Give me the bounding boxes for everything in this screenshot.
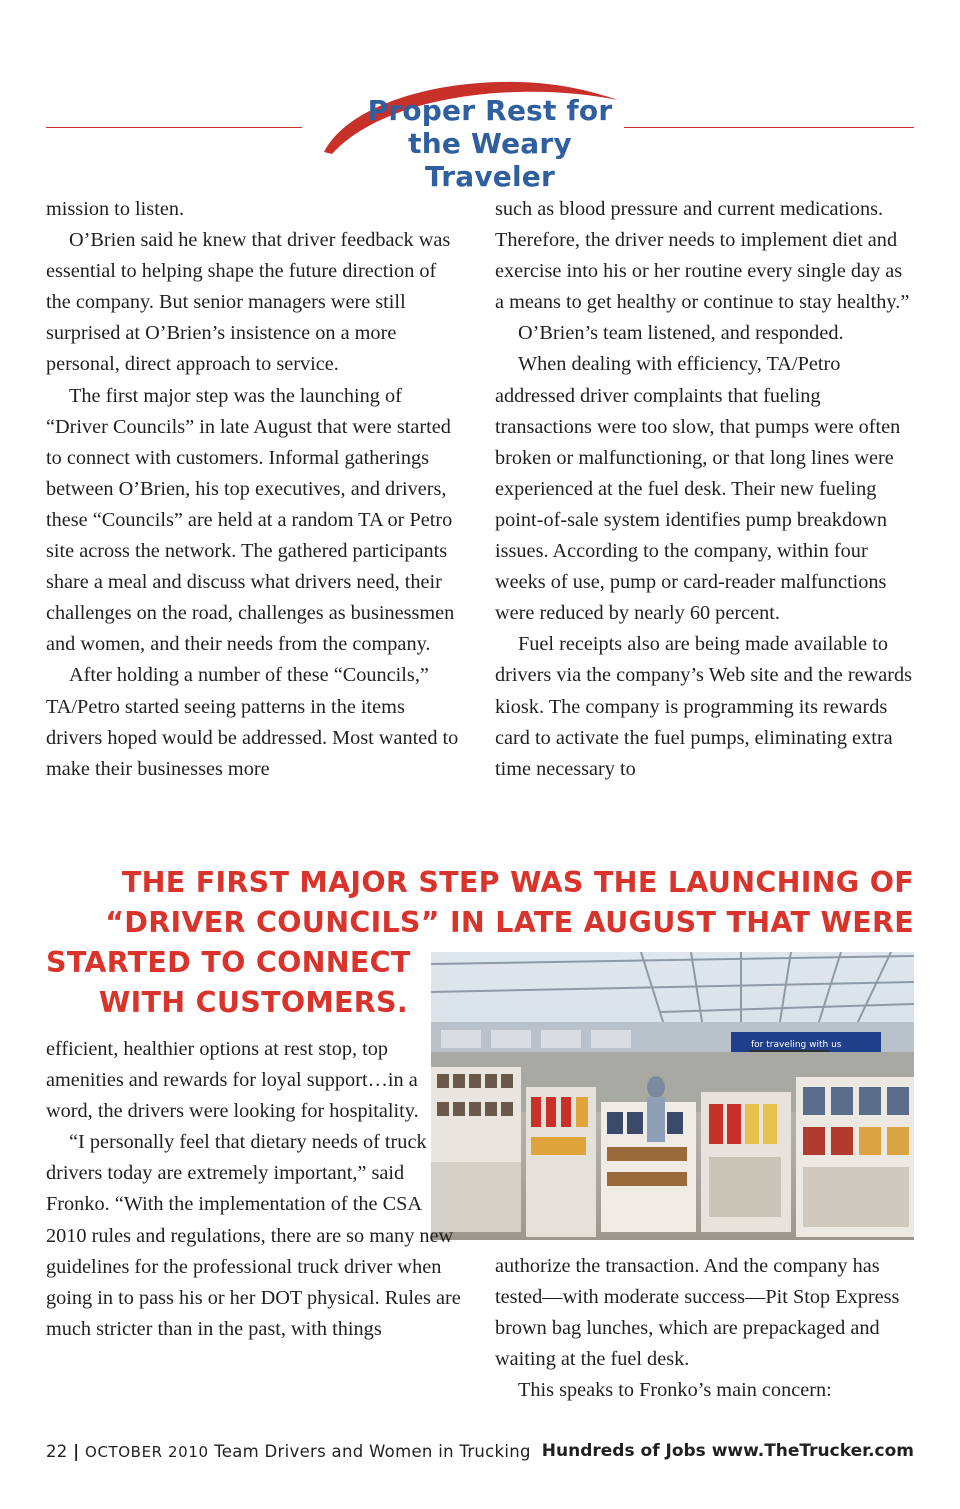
header-rule-left <box>46 127 302 128</box>
paragraph: O’Brien’s team listened, and responded. <box>518 322 844 345</box>
footer-folio <box>46 1442 531 1461</box>
page-header <box>0 0 960 193</box>
paragraph: efficient, healthier options at rest stop, top amenities and rewards for loyal support…in a word, the drivers were looking for hospitality. <box>46 1038 419 1123</box>
column-1-top <box>46 194 466 785</box>
paragraph: When dealing with efficiency, TA/Petro addressed driver complaints that fueling transactions were too slow, that pumps were often broken or malfunctioning, or that long lines were experienced at the fuel desk. Their new fueling point-of-sale system identifies pump breakdown issues. According to the company, within four weeks of use, pump or card-reader malfunctions were reduced by nearly 60 percent. <box>495 353 901 625</box>
issue-date: OCTOBER 2010 <box>85 1443 209 1461</box>
column-2-bottom <box>495 1251 915 1406</box>
footer-separator: | <box>73 1442 80 1461</box>
pull-quote-line: “DRIVER COUNCILS” IN LATE AUGUST THAT WERE <box>105 906 914 939</box>
page-footer <box>46 1438 914 1468</box>
paragraph: authorize the transaction. And the company has tested—with moderate success—Pit Stop Express brown bag lunches, which are prepackaged and waiting at the fuel desk. <box>495 1255 900 1371</box>
store-interior-illustration <box>431 952 914 1240</box>
pull-quote-top <box>46 863 914 943</box>
paragraph: “I personally feel that dietary needs of truck drivers today are extremely important,” said Fronko. “With the implementation of the CSA 2010 rules and regulations, there are so many new guidelines for the professional truck driver when going in to pass his or her DOT physical. Rules are much stricter than in the past, with things <box>46 1131 461 1340</box>
paragraph: such as blood pressure and current medications. Therefore, the driver needs to implement diet and exercise into his or her routine every single day as a means to get healthy or continue to stay healthy.” <box>495 198 910 314</box>
paragraph: This speaks to Fronko’s main concern: <box>518 1379 832 1402</box>
paragraph: mission to listen. <box>46 198 185 220</box>
issue-title: Team Drivers and Women in Trucking <box>214 1442 531 1461</box>
pull-quote-line: THE FIRST MAJOR STEP WAS THE LAUNCHING OF <box>121 866 914 899</box>
photo-sign-text: for traveling with us <box>751 1040 842 1050</box>
header-rule-right <box>624 127 914 128</box>
paragraph: The first major step was the launching of “Driver Councils” in late August that were started to connect with customers. Informal gatherings between O’Brien, his top executives, and drivers, these “Councils” are held at a random TA or Petro site across the network. The gathered participants share a meal and discuss what drivers need, their challenges on the road, challenges as businessmen and women, and their needs from the company. <box>46 384 455 656</box>
paragraph: O’Brien said he knew that driver feedback was essential to helping shape the future direction of the company. But senior managers were still surprised at O’Brien’s insistence on a more personal, direct approach to service. <box>46 229 451 376</box>
article-title-line2: the Weary Traveler <box>408 127 572 193</box>
page-number: 22 <box>46 1442 68 1461</box>
article-title <box>340 94 640 193</box>
column-1-bottom <box>46 1034 466 1345</box>
paragraph: Fuel receipts also are being made available to drivers via the company’s Web site and the rewards kiosk. The company is programming its rewards card to activate the fuel pumps, eliminating extra time necessary to <box>495 633 913 780</box>
paragraph: After holding a number of these “Councils,” TA/Petro started seeing patterns in the items drivers hoped would be addressed. Most wanted to make their businesses more <box>46 664 459 780</box>
article-title-line1: Proper Rest for <box>367 94 613 127</box>
column-2-top <box>495 194 915 785</box>
pull-quote-line: WITH CUSTOMERS. <box>98 986 408 1019</box>
pull-quote-line: STARTED TO CONNECT <box>46 946 411 979</box>
store-interior-photo <box>431 952 914 1240</box>
footer-tagline: Hundreds of Jobs www.TheTrucker.com <box>541 1441 914 1461</box>
pull-quote-bottom <box>46 943 411 1023</box>
